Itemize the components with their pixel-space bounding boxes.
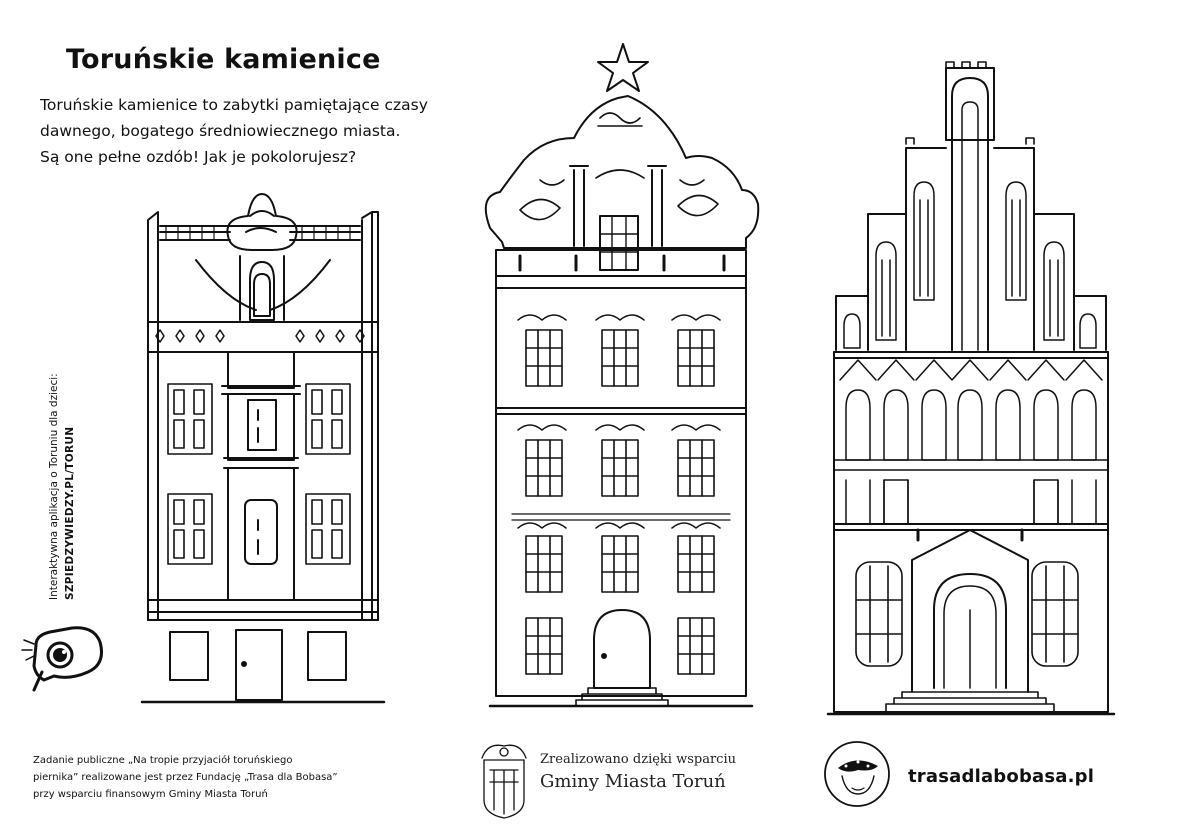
- funding-line-1: Zrealizowano dzięki wsparciu: [540, 752, 736, 767]
- footer-note: [33, 752, 393, 803]
- town-crest-icon: [482, 745, 526, 818]
- footer-line-1: Zadanie publiczne „Na tropie przyjaciół toruńskiego: [33, 755, 293, 766]
- camera-eye-icon: [22, 628, 102, 690]
- trasa-dla-bobasa-logo: [825, 742, 889, 806]
- house-right: [828, 62, 1114, 714]
- funding-note: [540, 752, 736, 792]
- funding-line-2: Gminy Miasta Toruń: [540, 771, 726, 792]
- house-middle: [486, 44, 758, 706]
- page-title: Toruńskie kamienice: [66, 44, 381, 75]
- footer-line-3: przy wsparciu finansowym Gminy Miasta Toruń: [33, 789, 268, 800]
- house-left: [142, 194, 384, 702]
- side-note-url[interactable]: SZPIEDZYWIEDZY.PL/TORUN: [64, 426, 76, 600]
- intro-line-3: Są one pełne ozdób! Jak je pokolorujesz?: [40, 148, 357, 166]
- side-note-line-1: Interaktywna aplikacja o Toruniu dla dzieci:: [48, 373, 60, 600]
- intro-line-2: dawnego, bogatego średniowiecznego miasta.: [40, 122, 401, 140]
- footer-line-2: piernika” realizowane jest przez Fundację „Trasa dla Bobasa”: [33, 772, 338, 783]
- intro-line-1: Toruńskie kamienice to zabytki pamiętające czasy: [40, 96, 428, 114]
- website-link[interactable]: trasadlabobasa.pl: [908, 766, 1095, 787]
